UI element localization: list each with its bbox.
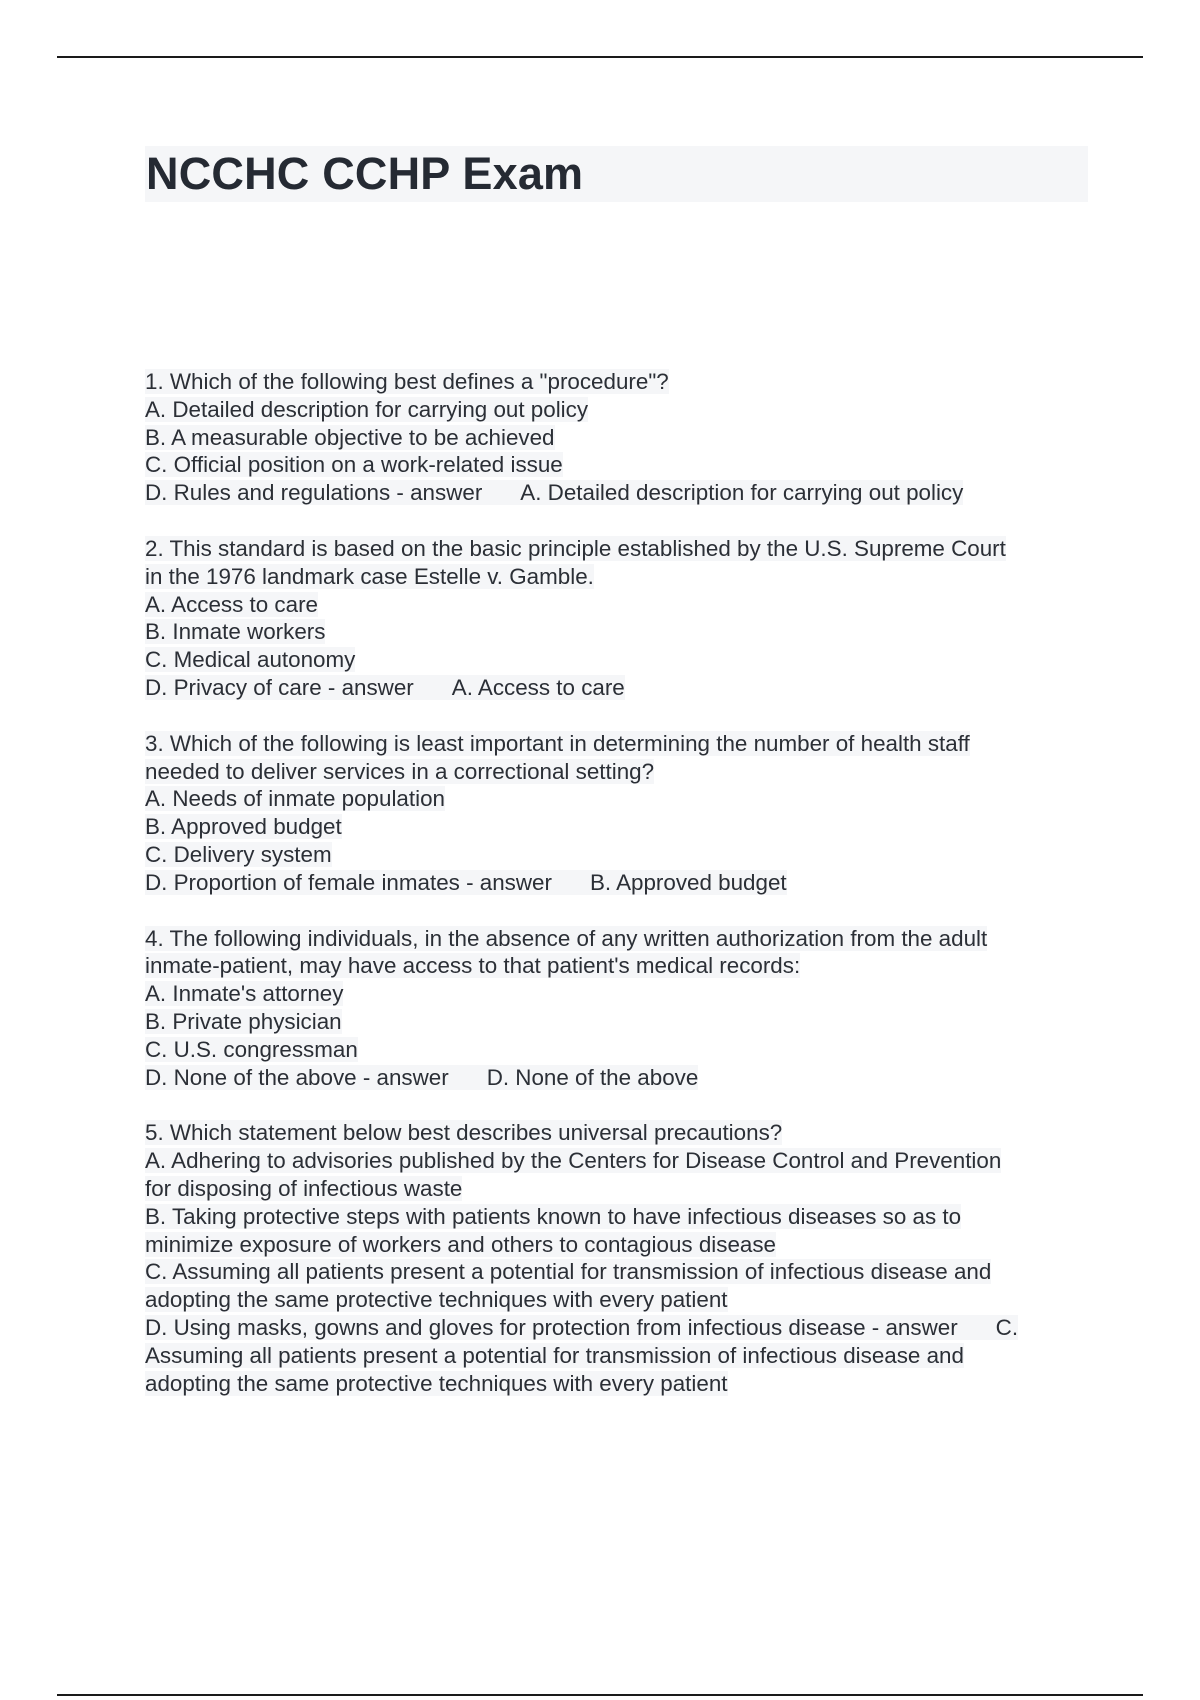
option-a: A. Access to care [145,591,318,617]
option-c: C. U.S. congressman [145,1036,358,1062]
question-line: 2. This standard is based on the basic principle established by the U.S. Supreme Court [145,535,1006,561]
question-line: 4. The following individuals, in the absence of any written authorization from the adult [145,925,988,951]
option-c: C. Official position on a work-related issue [145,452,563,478]
option-a: A. Detailed description for carrying out policy [145,396,589,422]
question-line: inmate-patient, may have access to that patient's medical records: [145,953,801,979]
question-1 [145,368,1090,507]
answer-label: D. None of the above - answer [145,1064,449,1090]
answer-text: D. None of the above [449,1065,699,1090]
document-title: NCCHC CCHP Exam [146,148,584,199]
question-3 [145,730,1090,897]
questions-list [145,368,1090,1425]
option-d-with-answer [145,869,1090,897]
answer-label: D. Privacy of care - answer [145,674,414,700]
option-a: A. Needs of inmate population [145,786,445,812]
bottom-rule [57,1694,1143,1696]
option-d-with-answer [145,1064,1090,1092]
option-c: C. Assuming all patients present a potential for transmission of infectious disease and [145,1259,992,1285]
question-line: needed to deliver services in a correctional setting? [145,758,655,784]
option-b: B. A measurable objective to be achieved [145,424,555,450]
answer-continued: adopting the same protective techniques with every patient [145,1370,728,1396]
question-line: 5. Which statement below best describes universal precautions? [145,1120,783,1146]
option-c-continued: adopting the same protective techniques with every patient [145,1287,728,1313]
option-b: B. Approved budget [145,814,342,840]
answer-continued: Assuming all patients present a potential for transmission of infectious disease and [145,1342,964,1368]
option-b: B. Private physician [145,1008,342,1034]
answer-label: D. Proportion of female inmates - answer [145,869,552,895]
option-d-with-answer [145,1314,1090,1342]
option-a: A. Inmate's attorney [145,981,344,1007]
question-line: 1. Which of the following best defines a "procedure"? [145,369,669,394]
answer-label: D. Using masks, gowns and gloves for protection from infectious disease - answer [145,1314,958,1340]
option-a-continued: for disposing of infectious waste [145,1175,463,1201]
answer-label: D. Rules and regulations - answer [145,480,483,506]
option-c: C. Medical autonomy [145,647,356,673]
answer-text: A. Detailed description for carrying out policy [482,480,963,505]
option-b: B. Taking protective steps with patients known to have infectious diseases so as to [145,1203,962,1229]
answer-text: B. Approved budget [552,870,787,895]
question-line: 3. Which of the following is least important in determining the number of health staff [145,730,970,756]
question-2 [145,535,1090,702]
answer-text: A. Access to care [414,675,625,700]
option-c: C. Delivery system [145,841,332,867]
top-rule [57,56,1143,58]
question-line: in the 1976 landmark case Estelle v. Gamble. [145,563,594,589]
option-d-with-answer [145,479,1090,507]
option-a: A. Adhering to advisories published by the Centers for Disease Control and Prevention [145,1148,1002,1174]
option-d-with-answer [145,674,1090,702]
question-5 [145,1119,1090,1397]
option-b-continued: minimize exposure of workers and others to contagious disease [145,1231,776,1257]
answer-text: C. [958,1315,1018,1340]
option-b: B. Inmate workers [145,619,326,645]
question-4 [145,925,1090,1092]
